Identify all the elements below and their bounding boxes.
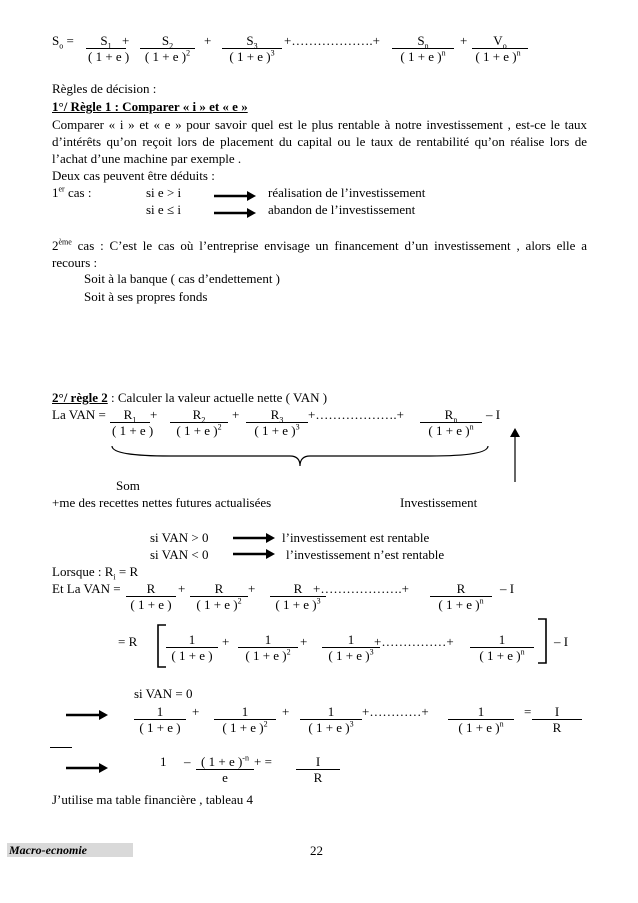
bracket-minus-i: – I (554, 634, 569, 649)
ellipsis-sum: +…………+ (362, 704, 429, 719)
last-plus-equals: + = (254, 754, 272, 769)
last-one: 1 (160, 754, 167, 769)
table-note: J’utilise ma table financière , tableau 4 (52, 792, 254, 807)
underbrace-icon (110, 444, 490, 470)
zero-term3: $\frac{1}{( 1 + e )^3}$ (300, 704, 362, 735)
ellipsis-sum: +……………….+ (308, 407, 404, 422)
ellipsis-sum: +……………….+ (313, 581, 409, 596)
arrow-right-icon (233, 549, 275, 559)
bracket-term3: $\frac{1}{( 1 + e )^3}$ (322, 632, 380, 663)
last-minus: – (184, 754, 191, 769)
last-fraction: $\frac{( 1 + e )^{-n}}{e}$ (196, 754, 254, 785)
ellipsis-sum: +……………….+ (284, 33, 380, 48)
zero-term-n: $\frac{1}{( 1 + e )^n}$ (448, 704, 514, 735)
zero-term2: $\frac{1}{( 1 + e )^2}$ (214, 704, 276, 735)
bracket-term1: $\frac{1}{( 1 + e )}$ (166, 632, 218, 663)
van-r-term1: $\frac{R}{( 1 + e )}$ (126, 581, 176, 612)
van-positive-condition: si VAN > 0 (150, 530, 209, 545)
arrow-right-icon (214, 208, 256, 218)
van-negative-condition: si VAN < 0 (150, 547, 209, 562)
case2-paragraph: 2ème cas : C’est le cas où l’entreprise envisage un financement d’un investissement , alors elle a recours : (52, 237, 587, 270)
arrow-right-icon (233, 533, 275, 543)
arrow-up-icon (509, 428, 521, 482)
van-term2: $\frac{R_2}{( 1 + e )^2}$ (170, 407, 228, 438)
equals-r-factor: = R (118, 634, 138, 649)
rule1-paragraph: Comparer « i » et « e » pour savoir quel est le plus rentable à notre investissement , est-ce le taux d’intérêts qu’on reçoit lors de placement du capital ou le taux de rentabilité qu’on réalise lors de l’achat d’une machine par exemple . (52, 117, 587, 166)
van-minus-i: – I (486, 407, 501, 422)
right-bracket-icon (536, 618, 548, 664)
arrow-right-icon (66, 710, 108, 720)
case1-condition-b: si e ≤ i (146, 202, 181, 217)
case1-condition-a: si e > i (146, 185, 182, 200)
brace-label-b: +me des recettes nettes futures actualisées (52, 495, 272, 510)
plus-sign: + (232, 407, 240, 422)
van-term1: $\frac{R_1}{( 1 + e )}$ (112, 407, 154, 438)
plus-sign: + (460, 33, 468, 48)
plus-sign: + (178, 581, 186, 596)
formula-s0-term-v: $\frac{V_o}{( 1 + e )^n}$ (458, 33, 528, 64)
plus-sign: + (248, 581, 256, 596)
case2-option-b: Soit à ses propres fonds (84, 289, 208, 304)
plus-sign: + (122, 33, 130, 48)
case1-label: 1er cas : (52, 184, 92, 200)
plus-sign: + (150, 407, 158, 422)
plus-sign: + (282, 704, 290, 719)
brace-label-a: Som (116, 478, 140, 493)
van-minus-i: – I (500, 581, 515, 596)
zero-term1: $\frac{1}{( 1 + e )}$ (134, 704, 186, 735)
bracket-term-n: $\frac{1}{( 1 + e )^n}$ (470, 632, 534, 663)
equals-sign: = (524, 704, 532, 719)
rule-line (50, 747, 72, 748)
rule2-title: 2°/ règle 2 : Calculer la valeur actuelle nette ( VAN ) (52, 390, 328, 405)
case1-result-b: abandon de l’investissement (268, 202, 416, 217)
arrow-right-icon (66, 763, 108, 773)
van-term3: $\frac{R_3}{( 1 + e )^3}$ (246, 407, 308, 438)
van-term-n: $\frac{R_n}{( 1 + e )^n}$ (420, 407, 482, 438)
investment-label: Investissement (400, 495, 478, 510)
plus-sign: + (300, 634, 308, 649)
formula-s0-term-n: $\frac{S_n}{( 1 + e )^n}$ (392, 33, 454, 64)
rule1-title: 1°/ Règle 1 : Comparer « i » et « e » (52, 99, 248, 114)
when-ri-equals-r: Lorsque : $R_i = R$ (52, 564, 139, 582)
van-lhs: La VAN = (52, 407, 106, 422)
formula-s0-term3: $\frac{S_3}{( 1 + e )^3}$ (222, 33, 282, 64)
van-negative-result: l’investissement n’est rentable (286, 547, 445, 562)
van-zero-condition: si VAN = 0 (134, 686, 193, 701)
i-over-r: $\frac{I}{R}$ (532, 704, 582, 735)
van-r-term2: $\frac{R}{( 1 + e )^2}$ (190, 581, 248, 612)
page-number: 22 (310, 843, 323, 858)
bracket-term2: $\frac{1}{( 1 + e )^2}$ (238, 632, 298, 663)
formula-s0-term1: $\frac{S_1}{( 1 + e )}$ (88, 33, 130, 64)
arrow-right-icon (214, 191, 256, 201)
formula-s0-lhs: $S_o$ = (52, 33, 74, 51)
decision-heading: Règles de décision : (52, 81, 157, 96)
van-positive-result: l’investissement est rentable (282, 530, 430, 545)
cases-intro: Deux cas peuvent être déduits : (52, 168, 215, 183)
and-van-lhs: Et La VAN = (52, 581, 121, 596)
ellipsis-sum: +……………+ (374, 634, 454, 649)
plus-sign: + (192, 704, 200, 719)
van-r-term-n: $\frac{R}{( 1 + e )^n}$ (430, 581, 492, 612)
footer-course-tag: Macro-ecnomie (7, 843, 133, 857)
plus-sign: + (204, 33, 212, 48)
case2-option-a: Soit à la banque ( cas d’endettement ) (84, 271, 281, 286)
plus-sign: + (222, 634, 230, 649)
formula-s0-term2: $\frac{S_2}{( 1 + e )^2}$ (140, 33, 195, 64)
case1-result-a: réalisation de l’investissement (268, 185, 426, 200)
van-r-term3: $\frac{R}{( 1 + e )^3}$ (270, 581, 326, 612)
last-i-over-r: $\frac{I}{R}$ (296, 754, 340, 785)
